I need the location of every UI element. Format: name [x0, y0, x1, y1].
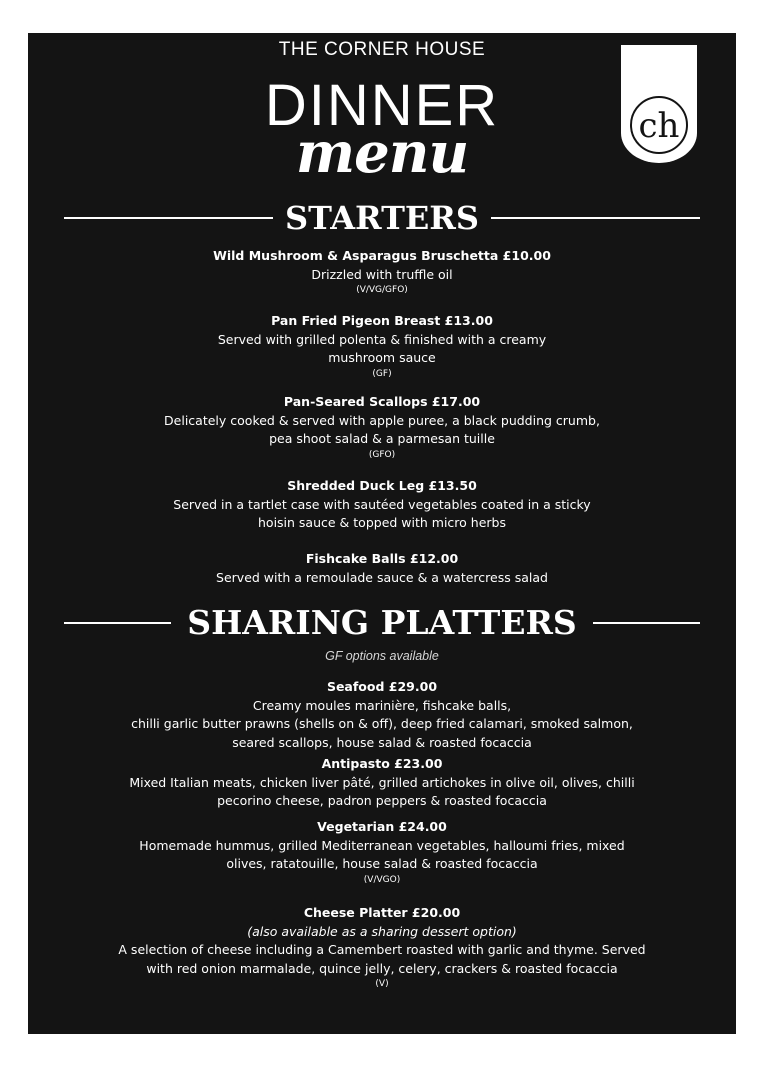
item-name: Antipasto £23.00 [321, 756, 443, 771]
item-name: Seafood £29.00 [326, 679, 438, 694]
starters-heading [64, 199, 700, 237]
dietary-tag: (V) [375, 979, 389, 989]
item-description: Served in a tartlet case with sautéed vegetables coated in a sticky [173, 496, 591, 512]
item-note: (also available as a sharing dessert option) [247, 923, 517, 939]
divider [593, 622, 700, 624]
item-description: mushroom sauce [328, 350, 436, 365]
sharing-title: SHARING PLATTERS [187, 603, 577, 642]
item-name: Cheese Platter £20.00 [303, 905, 461, 920]
item-name: Pan Fried Pigeon Breast £13.00 [271, 313, 493, 328]
divider [64, 622, 171, 624]
dietary-tag: (GFO) [368, 449, 396, 460]
starter-item [28, 393, 736, 461]
item-description: Served with a remoulade sauce & a watercress salad [216, 569, 548, 585]
logo-letters: ch [638, 106, 680, 146]
item-description: pecorino cheese, padron peppers & roasted focaccia [217, 793, 547, 808]
divider [491, 217, 700, 219]
starter-item [28, 477, 736, 533]
item-description: A selection of cheese including a Camembert roasted with garlic and thyme. Served [118, 942, 646, 957]
item-name: Vegetarian £24.00 [317, 819, 447, 834]
item-description: hoisin sauce & topped with micro herbs [258, 515, 506, 530]
item-description: chilli garlic butter prawns (shells on & off), deep fried calamari, smoked salmon, [131, 716, 633, 731]
item-description: olives, ratatouille, house salad & roasted focaccia [226, 856, 538, 871]
item-description: Mixed Italian meats, chicken liver pâté, grilled artichokes in olive oil, olives, chilli [129, 774, 635, 790]
dietary-tag: (GF) [372, 368, 392, 379]
platter-item [28, 904, 736, 990]
item-description: Served with grilled polenta & finished with a creamy [217, 331, 547, 347]
starter-item [28, 247, 736, 296]
menu-page [28, 33, 736, 1034]
item-description: pea shoot salad & a parmesan tuille [269, 431, 495, 446]
platter-item [28, 678, 736, 752]
platter-item [28, 818, 736, 886]
item-description: with red onion marmalade, quince jelly, celery, crackers & roasted focaccia [146, 960, 618, 976]
item-description: seared scallops, house salad & roasted focaccia [232, 734, 532, 750]
starter-item [28, 550, 736, 587]
item-name: Pan-Seared Scallops £17.00 [283, 394, 481, 409]
dietary-tag: (V/VGO) [363, 874, 401, 885]
item-description: Creamy moules marinière, fishcake balls, [252, 697, 512, 713]
corner-house-logo [620, 45, 698, 163]
starters-title: STARTERS [285, 199, 479, 237]
venue-name: THE CORNER HOUSE [278, 39, 486, 60]
starter-item [28, 312, 736, 380]
item-name: Shredded Duck Leg £13.50 [287, 478, 477, 493]
item-description: Homemade hummus, grilled Mediterranean vegetables, halloumi fries, mixed [139, 837, 625, 853]
divider [64, 217, 273, 219]
dietary-tag: (V/VG/GFO) [356, 285, 408, 295]
gf-options-note: GF options available [325, 649, 439, 663]
item-description: Drizzled with truffle oil [311, 266, 453, 282]
menu-heading: menu [295, 120, 469, 186]
item-name: Wild Mushroom & Asparagus Bruschetta £10.00 [213, 248, 551, 263]
sharing-heading [64, 603, 700, 642]
platter-item [28, 755, 736, 811]
item-name: Fishcake Balls £12.00 [305, 551, 459, 566]
dinner-heading: DINNER [264, 73, 500, 138]
item-description: Delicately cooked & served with apple puree, a black pudding crumb, [164, 412, 600, 428]
